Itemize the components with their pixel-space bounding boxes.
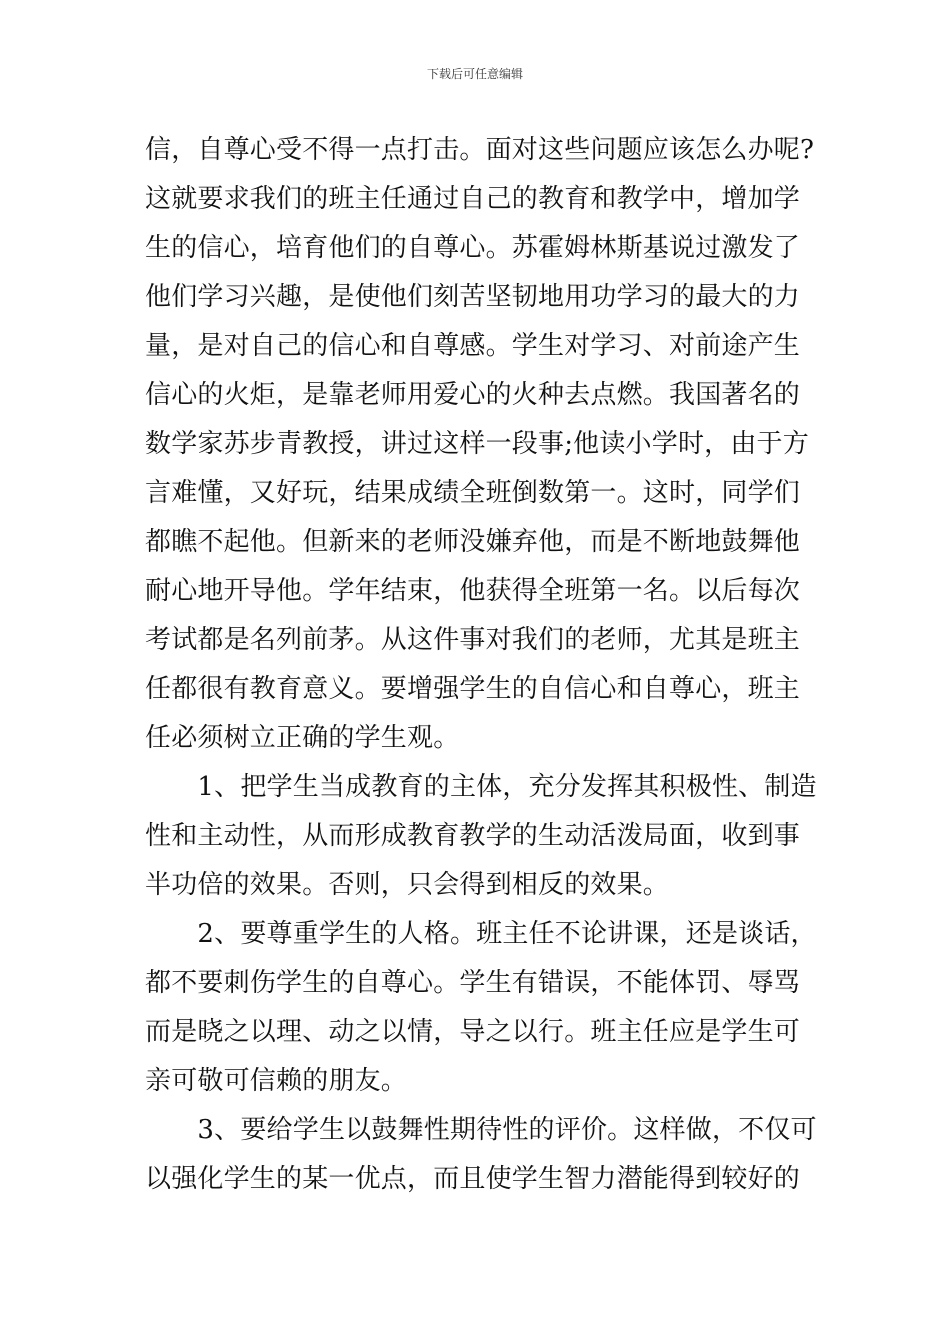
text-line: 以强化学生的某一优点，而且使学生智力潜能得到较好的 bbox=[145, 1164, 801, 1194]
text-line: 信心的火炬，是靠老师用爱心的火种去点燃。我国著名的 bbox=[145, 380, 801, 410]
text-line: 半功倍的效果。否则，只会得到相反的效果。 bbox=[145, 870, 670, 900]
text-line: 1、把学生当成教育的主体，充分发挥其积极性、制造 bbox=[145, 772, 817, 802]
text-line: 生的信心，培育他们的自尊心。苏霍姆林斯基说过激发了 bbox=[145, 233, 801, 263]
text-line: 都不要刺伤学生的自尊心。学生有错误，不能体罚、辱骂 bbox=[145, 968, 801, 998]
text-line: 言难懂，又好玩，结果成绩全班倒数第一。这时，同学们 bbox=[145, 478, 801, 508]
text-line: 数学家苏步青教授，讲过这样一段事;他读小学时，由于方 bbox=[145, 429, 809, 459]
text-line: 都瞧不起他。但新来的老师没嫌弃他，而是不断地鼓舞他 bbox=[145, 527, 801, 557]
paragraph-4 bbox=[145, 1106, 815, 1204]
paragraph-1 bbox=[145, 126, 815, 763]
paragraph-2 bbox=[145, 763, 815, 910]
text-line: 任必须树立正确的学生观。 bbox=[145, 723, 460, 753]
text-line: 性和主动性，从而形成教育教学的生动活泼局面，收到事 bbox=[145, 821, 801, 851]
text-line: 信，自尊心受不得一点打击。面对这些问题应该怎么办呢? bbox=[145, 135, 815, 165]
paragraph-3 bbox=[145, 910, 815, 1106]
text-line: 这就要求我们的班主任通过自己的教育和教学中，增加学 bbox=[145, 184, 801, 214]
text-line: 3、要给学生以鼓舞性期待性的评价。这样做，不仅可 bbox=[145, 1115, 817, 1145]
text-line: 他们学习兴趣，是使他们刻苦坚韧地用功学习的最大的力 bbox=[145, 282, 801, 312]
text-line: 耐心地开导他。学年结束，他获得全班第一名。以后每次 bbox=[145, 576, 801, 606]
document-body bbox=[145, 126, 815, 1204]
text-line: 量，是对自己的信心和自尊感。学生对学习、对前途产生 bbox=[145, 331, 801, 361]
text-line: 考试都是名列前茅。从这件事对我们的老师，尤其是班主 bbox=[145, 625, 801, 655]
text-line: 2、要尊重学生的人格。班主任不论讲课，还是谈话， bbox=[145, 919, 817, 949]
text-line: 亲可敬可信赖的朋友。 bbox=[145, 1066, 408, 1096]
text-line: 任都很有教育意义。要增强学生的自信心和自尊心，班主 bbox=[145, 674, 801, 704]
page-header: 下载后可任意编辑 bbox=[426, 67, 523, 81]
text-line: 而是晓之以理、动之以情，导之以行。班主任应是学生可 bbox=[145, 1017, 801, 1047]
